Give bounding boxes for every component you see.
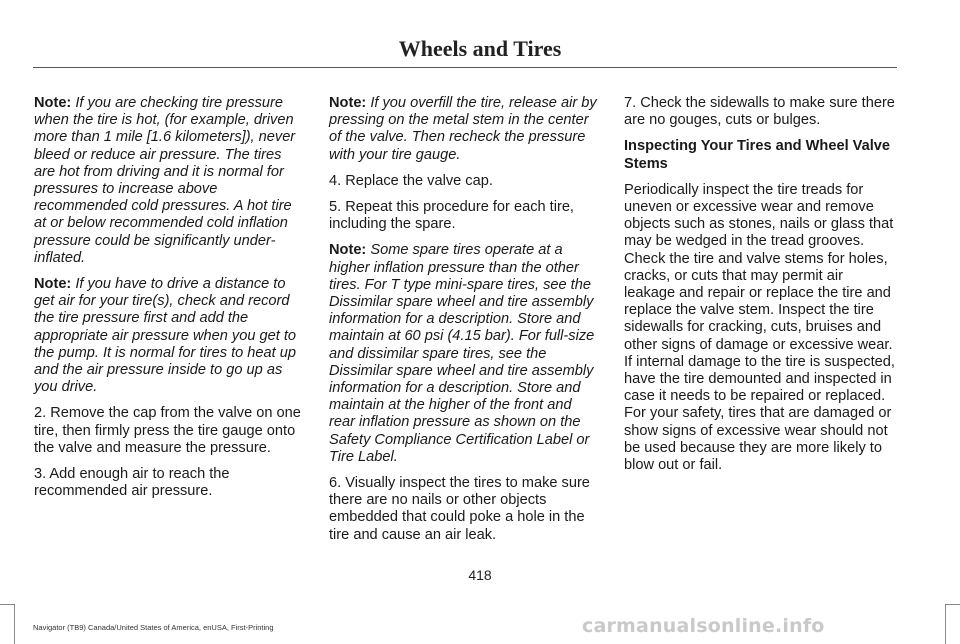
note-text: Some spare tires operate at a higher inflation pressure than the other tires. For T type mini-spare tires, see the Dissimilar spare wheel and tire assembly information for a description. Store and maintain at 60 psi (4.15 bar). For full-size and dissimilar spare tires, see the Dissimilar spare wheel and tire assembly information for a description. Store and maintain at the higher of the front and rear inflation pressure as shown on the Safety Compliance Certification Label or Tire Label. bbox=[329, 242, 595, 465]
note-label: Note: bbox=[34, 95, 72, 111]
step-paragraph: 6. Visually inspect the tires to make sure there are no nails or other objects embedded that could poke a hole in the tire and cause an air leak. bbox=[329, 475, 590, 543]
step-paragraph: 2. Remove the cap from the valve on one tire, then firmly press the tire gauge onto the valve and measure the pressure. bbox=[34, 405, 301, 456]
crop-mark-right bbox=[945, 604, 960, 644]
step-paragraph: 7. Check the sidewalls to make sure there are no gouges, cuts or bulges. bbox=[624, 95, 895, 129]
note-text: If you overfill the tire, release air by pressing on the metal stem in the center of the valve. Then recheck the pressure with your tire gauge. bbox=[329, 95, 597, 163]
section-heading: Inspecting Your Tires and Wheel Valve Stems bbox=[624, 138, 891, 172]
note-paragraph bbox=[329, 242, 601, 466]
note-paragraph bbox=[329, 95, 601, 164]
crop-mark-left bbox=[0, 604, 15, 644]
page-title: Wheels and Tires bbox=[398, 36, 562, 61]
note-text: If you have to drive a distance to get air for your tire(s), check and record the tire pressure first and add the appropriate air pressure when you get to the pump. It is normal for tires to heat up and the air pressure inside to go up as you drive. bbox=[34, 276, 297, 396]
step-paragraph: 5. Repeat this procedure for each tire, including the spare. bbox=[329, 199, 574, 233]
step-paragraph: 3. Add enough air to reach the recommended air pressure. bbox=[34, 466, 230, 500]
text-column-2 bbox=[329, 95, 601, 553]
note-paragraph bbox=[34, 95, 306, 267]
step-paragraph: 4. Replace the valve cap. bbox=[329, 172, 493, 189]
header-divider bbox=[33, 67, 897, 68]
watermark-logo: carmanualsonline.info bbox=[582, 615, 825, 637]
note-text: If you are checking tire pressure when the tire is hot, (for example, driven more than 1 mile [1.6 kilometers]), never bleed or reduce air pressure. The tires are hot from driving and it is normal for pressures to increase above recommended cold pressures. A hot tire at or below recommended cold inflation pressure could be significantly under-inflated. bbox=[34, 95, 296, 266]
page-number: 418 bbox=[468, 567, 492, 583]
document-footer: Navigator (TB9) Canada/United States of America, enUSA, First-Printing bbox=[33, 623, 274, 632]
note-label: Note: bbox=[329, 95, 367, 111]
body-paragraph: Periodically inspect the tire treads for uneven or excessive wear and remove objects such as stones, nails or glass that may be wedged in the tread grooves. Check the tire and valve stems for holes, cracks, or cuts that may permit air leakage and repair or replace the tire and replace the valve stem. Inspect the tire sidewalls for cracking, cuts, bruises and other signs of damage or excessive wear. If internal damage to the tire is suspected, have the tire demounted and inspected in case it needs to be repaired or replaced. For your safety, tires that are damaged or show signs of excessive wear should not be used because they are more likely to blow out or fail. bbox=[624, 181, 895, 474]
note-label: Note: bbox=[329, 242, 367, 259]
note-label: Note: bbox=[34, 276, 72, 293]
text-column-1 bbox=[34, 95, 306, 509]
text-column-3 bbox=[624, 95, 896, 483]
note-paragraph bbox=[34, 276, 306, 396]
